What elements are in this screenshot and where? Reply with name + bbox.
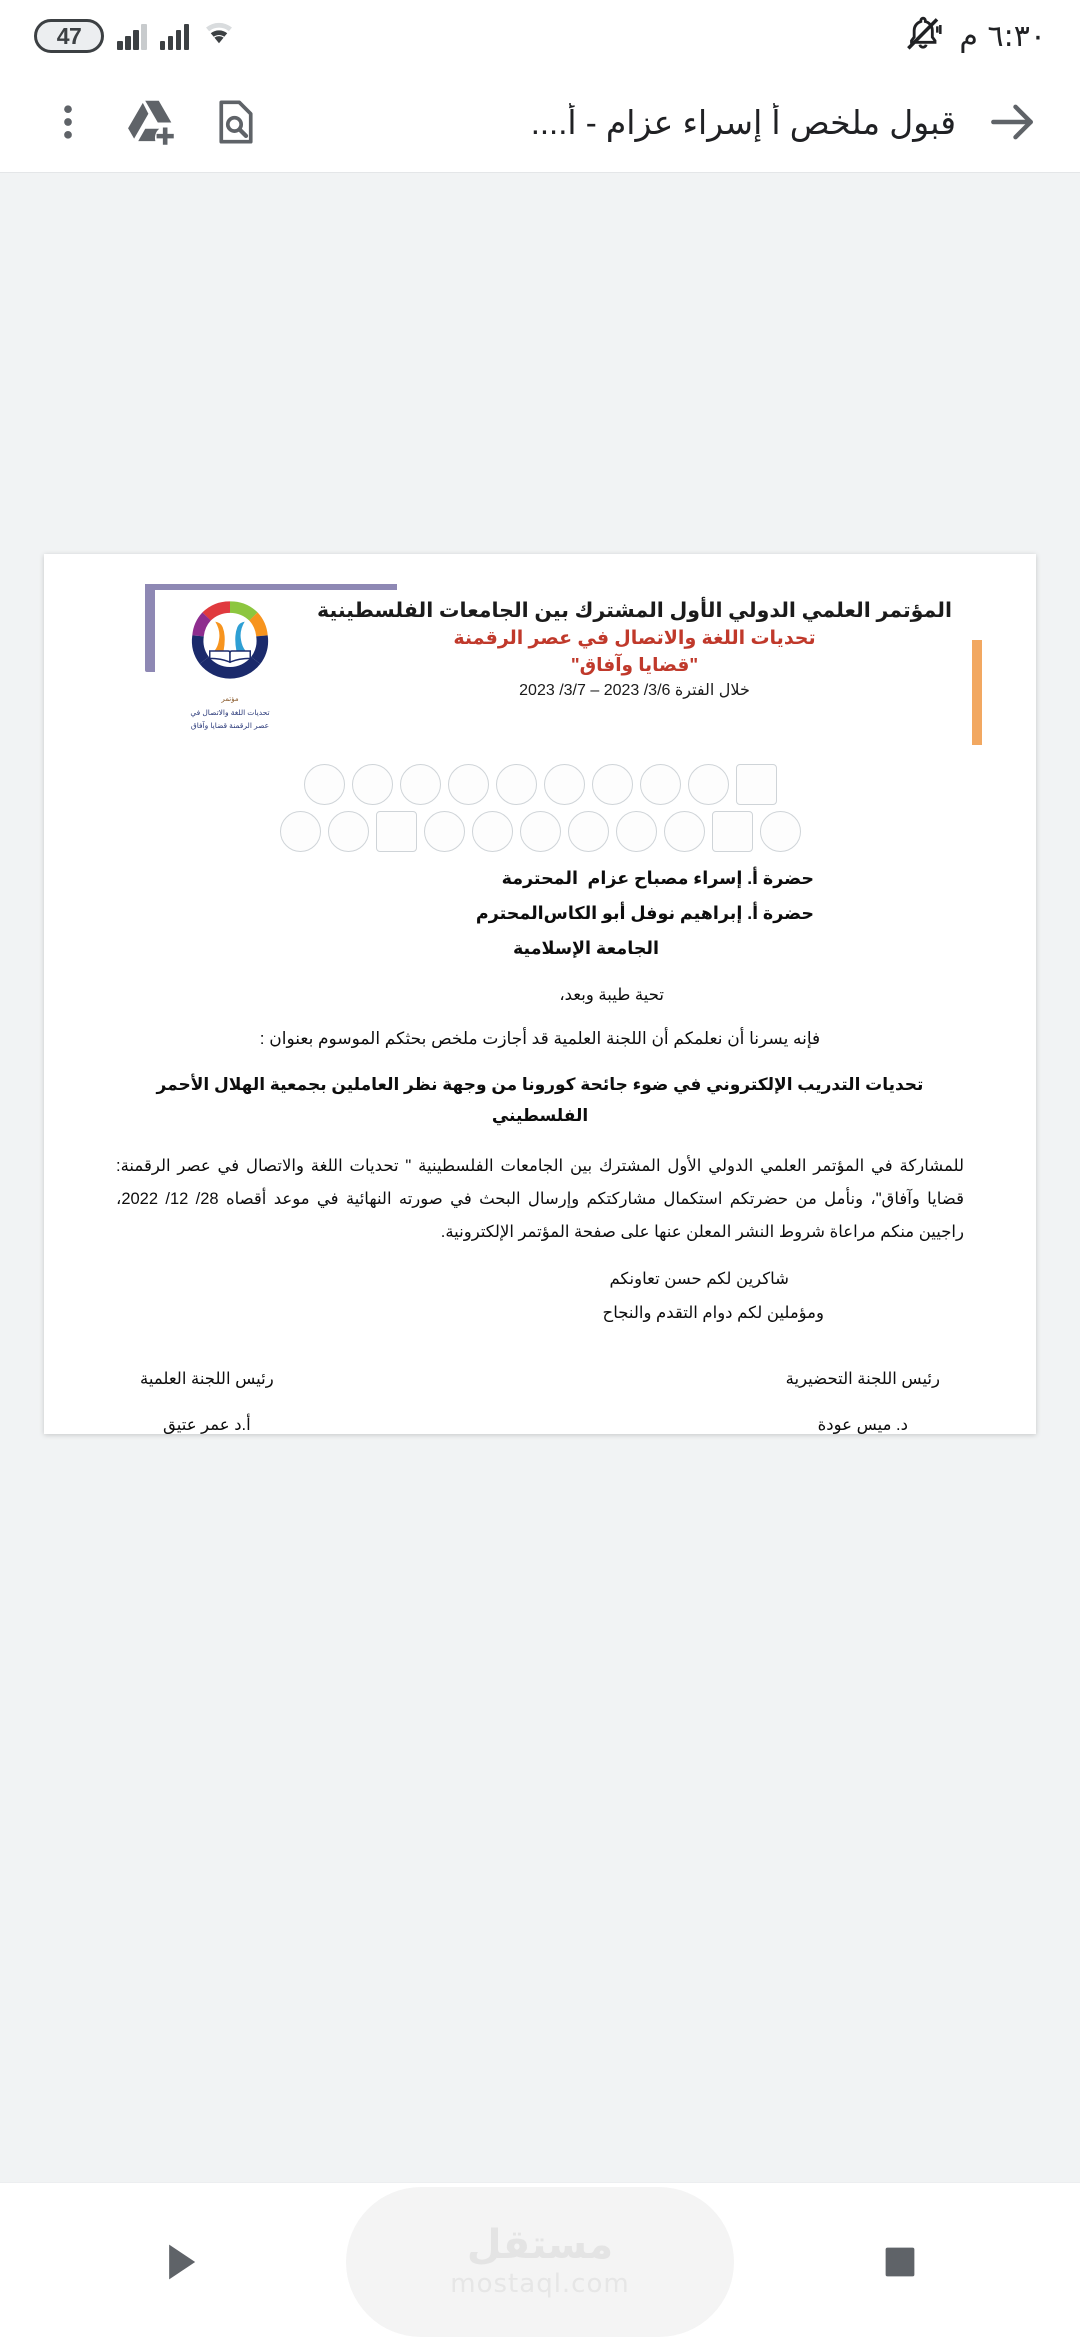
add-to-drive-icon[interactable] (110, 80, 194, 164)
status-bar-clock: ٦:٣٠ م (959, 18, 1046, 54)
conference-title-line2: تحديات اللغة والاتصال في عصر الرقمنة (453, 627, 816, 649)
logo-caption-1: تحديات اللغة والاتصال في (190, 708, 270, 718)
university-logo (280, 811, 321, 852)
research-title: تحديات التدريب الإلكتروني في ضوء جائحة كورونا من وجهة نظر العاملين بجمعية الهلال الأحمر الفلسطيني (156, 1075, 924, 1126)
conference-dates: خلال الفترة 3/6/ 2023 – 3/7/ 2023 (519, 682, 750, 700)
conference-header (82, 584, 998, 762)
recipient-line-2 (116, 903, 964, 924)
university-logos-row-1 (104, 762, 976, 805)
app-bar (0, 72, 1080, 172)
nav-home-icon[interactable] (480, 2202, 600, 2322)
university-logo (712, 811, 753, 852)
signature-block (116, 1369, 964, 1435)
accent-bar-purple-left (145, 584, 155, 672)
recipient-2-honorific: المحترم (475, 903, 544, 923)
recipient-organization: الجامعة الإسلامية (512, 938, 659, 958)
letter-greeting: تحية طيبة وبعد، (559, 986, 664, 1004)
university-logo (616, 811, 657, 852)
signature-left-name: د. ميس عودة (817, 1415, 908, 1434)
battery-icon (34, 19, 104, 53)
university-logo (376, 811, 417, 852)
back-arrow-icon[interactable] (970, 80, 1054, 164)
university-logo (688, 764, 729, 805)
university-logo (496, 764, 537, 805)
logo-caption-0: مؤتمر (221, 696, 239, 703)
university-logo (568, 811, 609, 852)
recipient-line-1 (116, 868, 964, 889)
document-viewer[interactable] (0, 173, 1080, 2182)
conference-header-inner (155, 590, 972, 752)
letter-thanks: شاكرين لكم حسن تعاونكم (609, 1269, 789, 1288)
accent-bar-orange-right (972, 640, 982, 745)
signature-right-name: أ.د عمر عتيق (162, 1415, 251, 1434)
logo-caption-2: عصر الرقمنة قضايا وآفاق (190, 721, 270, 731)
search-document-icon[interactable] (194, 80, 278, 164)
university-logo (472, 811, 513, 852)
university-logo (352, 764, 393, 805)
nav-recents-icon[interactable] (840, 2202, 960, 2322)
wifi-icon (202, 20, 236, 52)
signal-bars-icon-1 (117, 22, 147, 50)
university-logo (640, 764, 681, 805)
page-title: قبول ملخص أ إسراء عزام - أ.... (530, 103, 956, 141)
conference-title-line3: "قضايا وآفاق" (570, 654, 699, 676)
conference-logo-caption (155, 694, 305, 733)
university-logo (448, 764, 489, 805)
university-logo (328, 811, 369, 852)
university-logo (736, 764, 777, 805)
letter-body (44, 852, 1036, 1435)
notifications-muted-icon (903, 14, 943, 59)
signal-bars-icon-2 (160, 22, 190, 50)
status-bar-left (34, 19, 236, 53)
recipient-1-name: حضرة أ. إسراء مصباح عزام (587, 868, 814, 888)
nav-back-icon[interactable] (120, 2202, 240, 2322)
university-logo (760, 811, 801, 852)
university-logo (664, 811, 705, 852)
letter-intro: فإنه يسرنا أن نعلمكم أن اللجنة العلمية قد أجازت ملخص بحثكم الموسوم بعنوان : (259, 1029, 821, 1048)
status-bar-right (903, 14, 1046, 59)
watermark-arabic: مستقل (466, 2222, 614, 2267)
watermark-latin: mostaql.com (450, 2268, 630, 2299)
recipient-1-honorific: المحترمة (501, 868, 578, 888)
system-navigation-bar (0, 2182, 1080, 2340)
signature-preparatory (786, 1369, 940, 1435)
university-logo (304, 764, 345, 805)
conference-title-line1: المؤتمر العلمي الدولي الأول المشترك بين الجامعات الفلسطينية (317, 599, 952, 622)
letter-main-paragraph: للمشاركة في المؤتمر العلمي الدولي الأول المشترك بين الجامعات الفلسطينية " تحديات اللغة والاتصال في عصر الرقمنة: قضايا وآفاق"، ونأمل من حضرتكم استكمال مشاركتكم وإرسال البحث في صورته النهائية في موعد أقصاه 28/ 12/ 2022، راجيين منكم مراعاة شروط النشر المعلن عنها على صفحة المؤتمر الإلكترونية. (116, 1156, 965, 1241)
university-logo (400, 764, 441, 805)
letter-wish: ومؤملين لكم دوام التقدم والنجاح (602, 1303, 824, 1322)
signature-scientific (140, 1369, 274, 1435)
conference-logo (155, 590, 305, 733)
more-options-icon[interactable] (26, 80, 110, 164)
university-logo (424, 811, 465, 852)
university-logos-row-2 (104, 809, 976, 852)
status-bar (0, 0, 1080, 72)
signature-right-role: رئيس اللجنة العلمية (140, 1369, 274, 1388)
battery-level-text: 47 (56, 22, 82, 49)
conference-emblem-icon (184, 594, 276, 686)
university-logo (592, 764, 633, 805)
signature-left-role: رئيس اللجنة التحضيرية (785, 1369, 940, 1388)
university-logo (520, 811, 561, 852)
recipient-2-name: حضرة أ. إبراهيم نوفل أبو الكاس (543, 903, 814, 923)
conference-header-text (305, 590, 972, 703)
document-page (44, 554, 1036, 1434)
university-logo (544, 764, 585, 805)
